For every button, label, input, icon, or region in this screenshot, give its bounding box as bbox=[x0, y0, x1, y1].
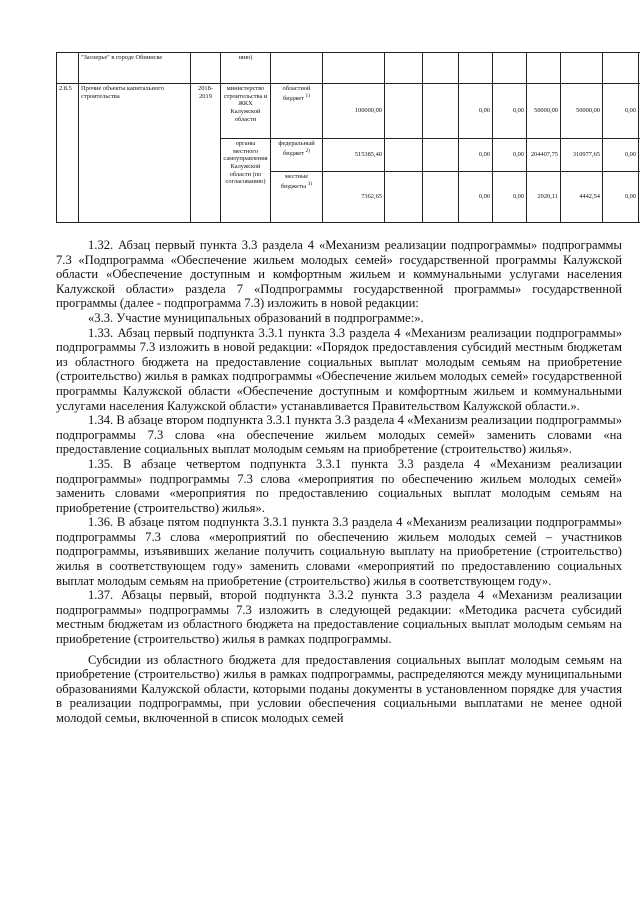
executor-cell: нию) bbox=[221, 53, 271, 84]
paragraph: 1.34. В абзаце втором подпункта 3.3.1 пункта 3.3 раздела 4 «Механизм реализации подпрограммы» подпрограммы 7.3 слова «на обеспечение жильем молодых семей» заменить словами «на предоставление социальных выплат молодым семьям на приобретение (строительство) жилья». bbox=[56, 413, 622, 457]
total-cell: 7362,65 bbox=[323, 172, 385, 223]
source-cell: федеральный бюджет $^{2)}$ bbox=[271, 139, 323, 172]
paragraph: Субсидии из областного бюджета для предоставления социальных выплат молодым семьям на приобретение (строительство) жилья в рамках подпрограммы, распределяются между муниципальными образованиями Калужской области, которыми поданы документы в установленном порядке для участия в реализации подпрограммы, при условии обеспечения социальными выплатами не менее одной молодой семьи, включенной в список молодых семей bbox=[56, 652, 622, 725]
source-cell: областной бюджет $^{1)}$ bbox=[271, 84, 323, 139]
table-row: местные бюджеты $^{3)}$ 7362,65 0,00 0,00 2920,11 4442,54 0,00 bbox=[57, 172, 640, 223]
document-body bbox=[56, 238, 622, 726]
table-row: органы местного самоуправления Калужской области (по согласованию) федеральный бюджет $^{2)}$ 515385,40 0,00 0,00 204407,75 310977,65 0,00 bbox=[57, 139, 640, 172]
paragraph: «3.3. Участие муниципальных образований в подпрограмме:». bbox=[88, 310, 424, 325]
row-number: 2.8.5 bbox=[57, 84, 79, 223]
paragraph: 1.37. Абзацы первый, второй подпункта 3.3.2 пункта 3.3 раздела 4 «Механизм реализации подпрограммы» подпрограммы 7.3 изложить в следующей редакции: «Методика расчета субсидий местным бюджетам из областного бюджета на предоставление социальных выплат молодым семьям на приобретение (строительство) жилья в рамках подпрограммы. bbox=[56, 588, 622, 647]
table-row: 2.8.5 Прочие объекты капитального строительства 2018-2019 министерство строительства и ЖКХ Калужской области областной бюджет $^{1)}$ 100000,00 0,00 0,00 50000,00 50000,00 0,00 bbox=[57, 84, 640, 139]
executor-cell: министерство строительства и ЖКХ Калужской области bbox=[221, 84, 271, 139]
total-cell: 100000,00 bbox=[323, 84, 385, 139]
total-cell: 515385,40 bbox=[323, 139, 385, 172]
object-name-cell: Прочие объекты капитального строительства bbox=[79, 84, 191, 223]
paragraph: 1.36. В абзаце пятом подпункта 3.3.1 пункта 3.3 раздела 4 «Механизм реализации подпрограммы» подпрограммы 7.3 слова «мероприятий по обеспечению жильем молодых семей – участников подпрограммы, изъявивших желание получить социальную выплату на приобретение (строительство) жилья в соответствующем году» заменить словами «мероприятий по предоставлению социальных выплат молодым семьям на приобретение (строительство) жилья в соответствующем году». bbox=[56, 515, 622, 588]
paragraph: 1.32. Абзац первый пункта 3.3 раздела 4 «Механизм реализации подпрограммы» подпрограммы 7.3 «Подпрограмма «Обеспечение жильем молодых семей» государственной программы Калужской области «Обеспечение доступным и комфортным жильем и коммунальными услугами населения Калужской области» раздела 7 «Подпрограммы государственной программы» государственной программы (далее - подпрограмма 7.3) изложить в новой редакции: bbox=[56, 238, 622, 311]
paragraph: 1.35. В абзаце четвертом подпункта 3.3.1 пункта 3.3 раздела 4 «Механизм реализации подпрограммы» подпрограммы 7.3 слова «мероприятия по обеспечению жильем молодых семей» заменить словами «мероприятия по предоставлению социальных выплат молодым семьям на приобретение (строительство) жилья». bbox=[56, 456, 622, 515]
executor-cell: органы местного самоуправления Калужской области (по согласованию) bbox=[221, 139, 271, 223]
budget-table bbox=[56, 52, 640, 223]
paragraph: 1.33. Абзац первый подпункта 3.3.1 пункта 3.3 раздела 4 «Механизм реализации подпрограммы» подпрограммы 7.3 изложить в новой редакции: «Порядок предоставления субсидий местным бюджетам из областного бюджета на предоставление социальных выплат молодым семьям на приобретение (строительство) жилья в рамках подпрограммы «Обеспечение жильем молодых семей» государственной программы Калужской области «Обеспечение доступным и комфортным жильем и коммунальными услугами населения Калужской области» устанавливается Правительством Калужской области.». bbox=[56, 325, 622, 413]
table-row bbox=[57, 53, 640, 84]
source-cell: местные бюджеты $^{3)}$ bbox=[271, 172, 323, 223]
years-cell: 2018-2019 bbox=[191, 84, 221, 223]
object-name-cell: "Заозерье" в городе Обнинске bbox=[79, 53, 191, 84]
